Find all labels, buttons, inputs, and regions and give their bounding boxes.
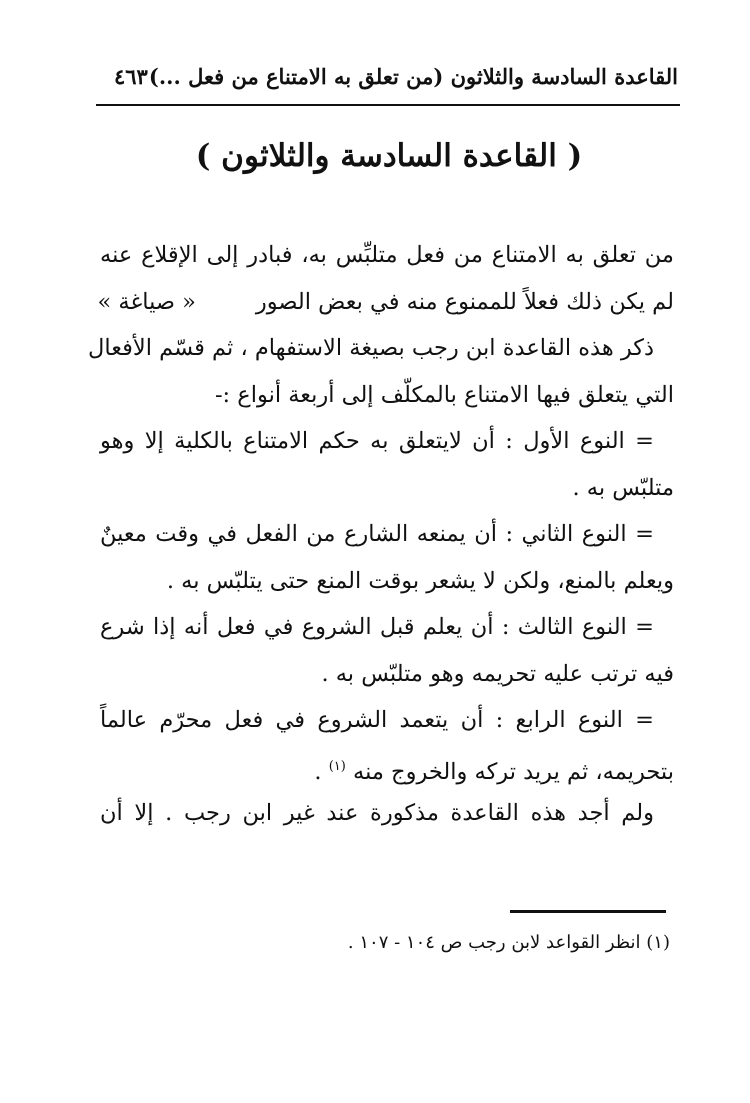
paragraph-1-line-2	[97, 279, 674, 326]
paragraph-4-line-2: ويعلم بالمنع، ولكن لا يشعر بوقت المنع حتى يتلبّس به .	[166, 567, 674, 594]
paragraph-6-line-1: = النوع الرابع : أن يتعمد الشروع في فعل محرّم عالماً	[100, 707, 654, 733]
header-rule	[96, 104, 680, 106]
paragraph-6-line-2-text: بتحريمه، ثم يريد تركه والخروج منه	[353, 758, 674, 785]
paragraph-7-line-1: ولم أجد هذه القاعدة مذكورة عند غير ابن رجب . إلا أن	[100, 800, 654, 826]
footnote: (١) انظر القواعد لابن رجب ص ١٠٤ - ١٠٧ .	[347, 932, 670, 953]
paragraph-2-line-2: التي يتعلق فيها الامتناع بالمكلّف إلى أربعة أنواع :-	[214, 381, 674, 408]
running-title: القاعدة السادسة والثلاثون (من تعلق به الامتناع من فعل ...)	[148, 64, 678, 89]
chapter-title: ( القاعدة السادسة والثلاثون )	[195, 138, 583, 174]
paragraph-6-line-2-end: .	[314, 758, 322, 785]
paragraph-6-line-2	[100, 744, 674, 791]
paragraph-3-line-2: متلبّس به .	[572, 474, 674, 501]
paragraph-2-line-1: ذكر هذه القاعدة ابن رجب بصيغة الاستفهام ، ثم قسّم الأفعال	[88, 335, 654, 361]
term-label: « صياغة »	[97, 288, 196, 315]
paragraph-1-line-1: من تعلق به الامتناع من فعل متلبِّس به، فبادر إلى الإقلاع عنه	[100, 242, 674, 268]
footnote-rule	[510, 910, 666, 913]
running-header	[100, 62, 678, 98]
paragraph-1-line-2-text: لم يكن ذلك فعلاً للممنوع منه في بعض الصور	[255, 288, 674, 315]
paragraph-4-line-1: = النوع الثاني : أن يمنعه الشارع من الفعل في وقت معينٌ	[100, 521, 654, 547]
page-number: ٤٦٣	[114, 64, 148, 89]
paragraph-3-line-1: = النوع الأول : أن لايتعلق به حكم الامتناع بالكلية إلا وهو	[100, 428, 654, 454]
body-text	[88, 232, 674, 837]
footnote-reference: (١)	[328, 758, 346, 774]
paragraph-5-line-2: فيه ترتب عليه تحريمه وهو متلبّس به .	[321, 660, 674, 687]
paragraph-5-line-1: = النوع الثالث : أن يعلم قبل الشروع في فعل أنه إذا شرع	[100, 614, 654, 640]
